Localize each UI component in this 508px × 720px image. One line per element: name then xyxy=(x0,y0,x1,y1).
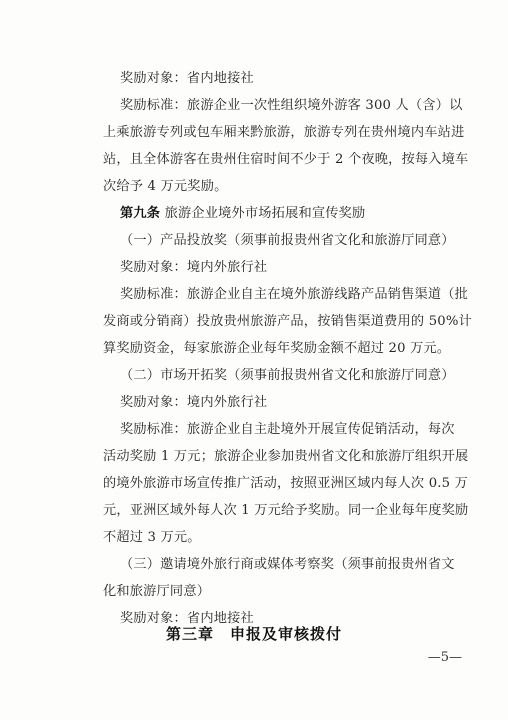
text-line: 站，且全体游客在贵州住宿时间不少于 2 个夜晚，按每入境车 xyxy=(103,152,469,167)
text-line: 奖励标准：旅游企业自主在境外旅游线路产品销售渠道（批 xyxy=(120,287,469,302)
text-line: 奖励标准：旅游企业自主赴境外开展宣传促销活动，每次 xyxy=(120,422,455,437)
section-heading: （三）邀请境外旅行商或媒体考察奖（须事前报贵州省文 xyxy=(120,557,455,572)
text-line: 上乘旅游专列或包车厢来黔旅游，旅游专列在贵州境内车站进 xyxy=(103,125,465,140)
text-line: 奖励对象：境内外旅行社 xyxy=(120,395,268,410)
text-line: 奖励对象：境内外旅行社 xyxy=(120,260,268,275)
text-line: 化和旅游厅同意） xyxy=(103,584,211,599)
text-line: 奖励对象：省内地接社 xyxy=(120,611,254,626)
text-line: 算奖励资金，每家旅游企业每年奖励金额不超过 20 万元。 xyxy=(103,341,451,356)
text-line: 奖励对象：省内地接社 xyxy=(120,71,254,86)
section-heading: （一）产品投放奖（须事前报贵州省文化和旅游厅同意） xyxy=(120,233,455,248)
text-line: 活动奖励 1 万元；旅游企业参加贵州省文化和旅游厅组织开展 xyxy=(103,449,469,464)
article-heading xyxy=(120,205,480,223)
text-line: 次给予 4 万元奖励。 xyxy=(103,179,228,194)
text-line: 发商或分销商）投放贵州旅游产品，按销售渠道费用的 50%计 xyxy=(103,314,472,329)
page-number: —5— xyxy=(427,650,462,665)
text-line: 元，亚洲区域外每人次 1 万元给予奖励。同一企业每年度奖励 xyxy=(103,503,469,518)
article-label: 第九条 xyxy=(120,206,161,221)
text-line: 不超过 3 万元。 xyxy=(103,530,201,545)
section-heading: （二）市场开拓奖（须事前报贵州省文化和旅游厅同意） xyxy=(120,368,455,383)
text-line: 的境外旅游市场宣传推广活动，按照亚洲区域内每人次 0.5 万 xyxy=(103,476,469,491)
article-title: 旅游企业境外市场拓展和宣传奖励 xyxy=(164,206,366,221)
chapter-title: 第三章 申报及审核拨付 xyxy=(165,625,342,643)
text-line: 奖励标准：旅游企业一次性组织境外游客 300 人（含）以 xyxy=(120,98,463,113)
